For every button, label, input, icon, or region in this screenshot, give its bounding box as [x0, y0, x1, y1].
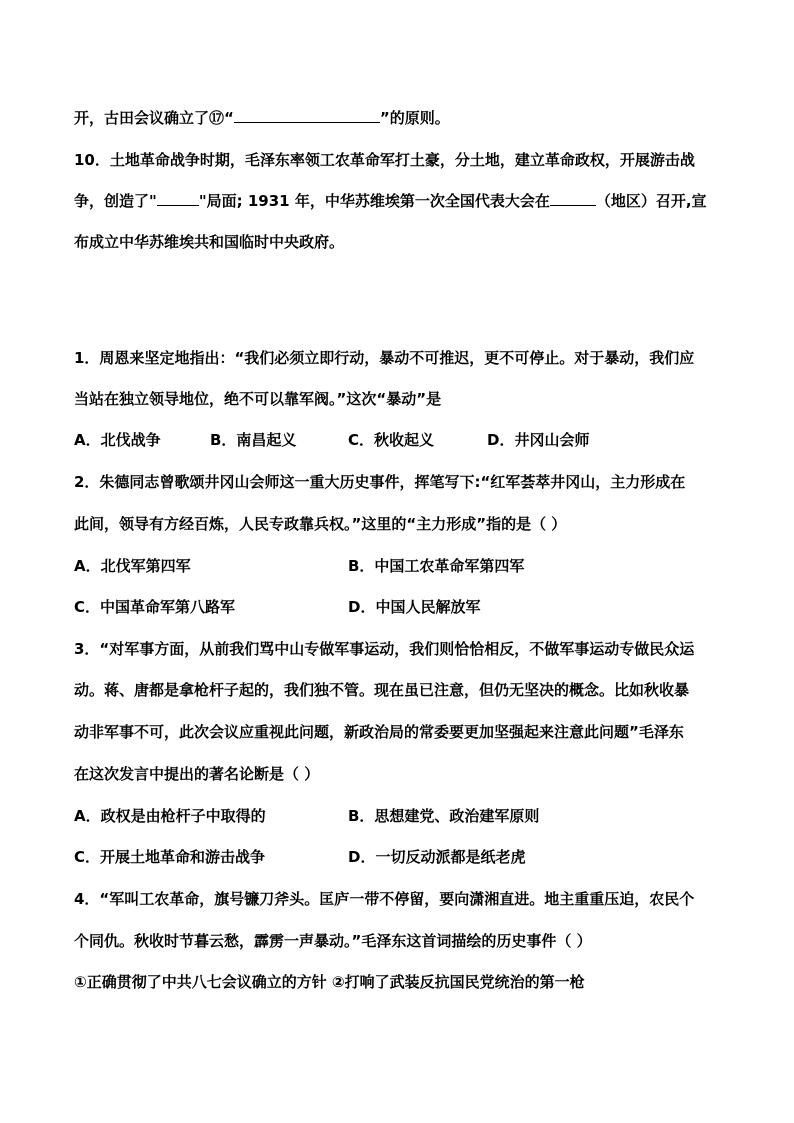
q1-option-d[interactable]: D．井冈山会师	[487, 431, 590, 449]
q3-option-b[interactable]: B．思想建党、政治建军原则	[348, 807, 540, 825]
q2-option-a[interactable]: A．北伐军第四军	[74, 557, 191, 575]
intro-line	[74, 108, 450, 128]
item10-line-1: 10．土地革命战争时期，毛泽东率领工农革命军打土豪，分土地，建立革命政权，开展游击战	[74, 151, 695, 169]
intro-text-b: ”的原则。	[379, 109, 450, 127]
item10-text-b: "局面; 1931 年，中华苏维埃第一次全国代表大会在	[198, 192, 550, 210]
q2-option-b[interactable]: B．中国工农革命军第四军	[348, 557, 525, 575]
q3-option-d[interactable]: D．一切反动派都是纸老虎	[348, 848, 526, 866]
q3-stem-4: 在这次发言中提出的著名论断是（ ）	[74, 765, 320, 783]
q3-stem-2: 动。蒋、唐都是拿枪杆子起的，我们独不管。现在虽已注意，但仍无坚决的概念。比如秋收暴	[74, 681, 690, 699]
q1-option-a[interactable]: A．北伐战争	[74, 431, 161, 449]
q1-option-c[interactable]: C．秋收起义	[348, 431, 435, 449]
item10-line-2	[74, 191, 707, 211]
answer-blank-region	[550, 191, 596, 206]
q1-stem-2: 当站在独立领导地位，绝不可以靠军阀。”这次“暴动”是	[74, 390, 442, 408]
q4-stem-2: 个同仇。秋收时节暮云愁，霹雳一声暴动。”毛泽东这首词描绘的历史事件（ ）	[74, 932, 592, 950]
q2-stem-2: 此间，领导有方经百炼，人民专政靠兵权。”这里的“主力形成”指的是（ ）	[74, 515, 567, 533]
q1-option-b[interactable]: B．南昌起义	[210, 431, 297, 449]
q4-stem-1: 4．“军叫工农革命，旗号镰刀斧头。匡庐一带不停留，要向潇湘直进。地主重重压迫，农民个	[74, 890, 695, 908]
q2-option-c[interactable]: C．中国革命军第八路军	[74, 598, 236, 616]
q3-stem-3: 动非军事不可，此次会议应重视此问题，新政治局的常委要更加坚强起来注意此问题”毛泽东	[74, 723, 684, 741]
item10-text-a: 争，创造了"	[74, 192, 157, 210]
q1-stem-1: 1．周恩来坚定地指出：“我们必须立即行动，暴动不可推迟，更不可停止。对于暴动，我们应	[74, 349, 695, 367]
item10-line-3: 布成立中华苏维埃共和国临时中央政府。	[74, 233, 345, 251]
q2-stem-1: 2．朱德同志曾歌颂井冈山会师这一重大历史事件，挥笔写下:“红军荟萃井冈山，主力形成在	[74, 473, 686, 491]
item10-text-c: （地区）召开,宣	[595, 192, 707, 210]
q2-option-d[interactable]: D．中国人民解放军	[348, 598, 481, 616]
q3-option-a[interactable]: A．政权是由枪杆子中取得的	[74, 807, 266, 825]
intro-text-a: 开，古田会议确立了⑰“	[74, 109, 234, 127]
q4-stem-3: ①正确贯彻了中共八七会议确立的方针 ②打响了武装反抗国民党统治的第一枪	[74, 973, 585, 991]
q3-stem-1: 3．“对军事方面，从前我们骂中山专做军事运动，我们则恰恰相反，不做军事运动专做民众运	[74, 640, 695, 658]
answer-blank-situation	[157, 191, 199, 206]
answer-blank-17	[234, 108, 380, 123]
q3-option-c[interactable]: C．开展土地革命和游击战争	[74, 848, 266, 866]
